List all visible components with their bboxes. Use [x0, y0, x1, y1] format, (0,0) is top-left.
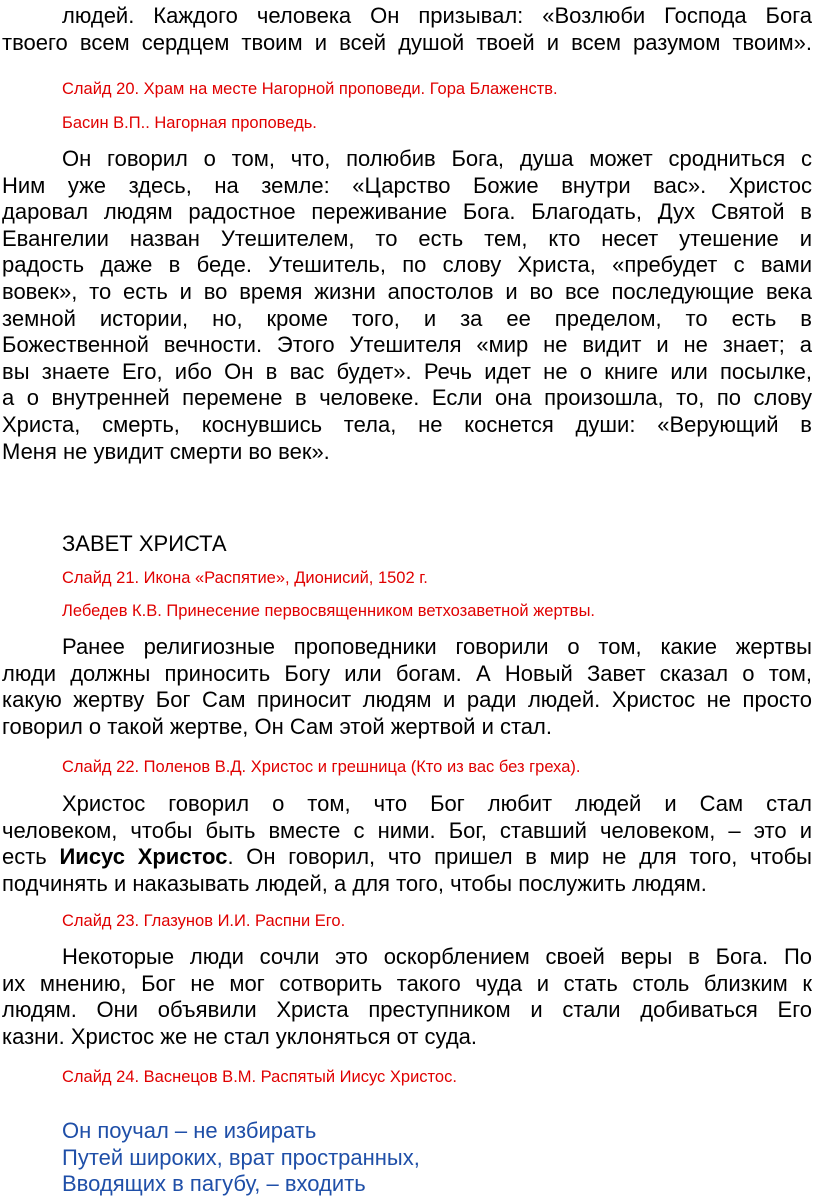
poem-line: Вводящих в пагубу, – входить: [62, 1171, 366, 1197]
text-line: а о внутренней перемене в человеке. Если она произошла, то, по слову: [2, 385, 812, 411]
text-line: [2, 844, 812, 871]
text-line: Он говорил о том, что, полюбив Бога, душа может сродниться с: [62, 146, 812, 171]
text-line: людям. Они объявили Христа преступником и стали добиваться Его: [2, 997, 812, 1023]
text-line: Ним уже здесь, на земле: «Царство Божие внутри вас». Христос: [2, 172, 812, 198]
text-line: казни. Христос же не стал уклоняться от суда.: [2, 1023, 478, 1049]
text-line: Евангелии назван Утешителем, то есть тем, кто несет утешение и: [2, 225, 812, 251]
text-line: их мнению, Бог не мог сотворить такого чуда и стать столь близким к: [2, 970, 812, 996]
text-line: говорил о такой жертве, Он Сам этой жертвой и стал.: [2, 713, 552, 739]
text-run: есть: [2, 844, 60, 870]
paragraph-sacrifice: [2, 634, 812, 740]
text-line: человеком, чтобы быть вместе с ними. Бог, ставший человеком, – это и: [2, 817, 812, 843]
poem-excerpt: [62, 1118, 420, 1198]
poem-line: Путей широких, врат пространных,: [62, 1144, 420, 1170]
paragraph-accusation: [2, 944, 812, 1050]
paragraph-continuation: [2, 3, 812, 56]
text-line: радость даже в беде. Утешитель, по слову Христа, «пребудет с вами: [2, 252, 812, 278]
text-line: люди должны приносить Богу или богам. А Новый Завет сказал о том,: [2, 660, 812, 686]
slide-caption-24: Слайд 24. Васнецов В.М. Распятый Иисус Христос.: [62, 1068, 457, 1086]
slide-caption-20: Слайд 20. Храм на месте Нагорной проповеди. Гора Блаженств.: [62, 80, 558, 98]
poem-line: Он поучал – не избирать: [62, 1118, 317, 1143]
paragraph-god-became-man: [2, 791, 812, 897]
text-line: Меня не увидит смерти во век».: [2, 438, 330, 464]
slide-caption-22: Слайд 22. Поленов В.Д. Христос и грешница (Кто из вас без греха).: [62, 758, 581, 776]
slide-caption-23: Слайд 23. Глазунов И.И. Распни Его.: [62, 912, 346, 930]
paragraph-comforter: [2, 146, 812, 465]
text-line: вы знаете Его, ибо Он в вас будет». Речь идет не о книге или посылке,: [2, 358, 812, 384]
text-line: земной истории, но, кроме того, и за ее пределом, то есть в: [2, 305, 812, 331]
text-run: . Он говорил, что пришел в мир не для того, чтобы: [227, 844, 812, 870]
text-line: вовек», то есть и во время жизни апостолов и во все последующие века: [2, 278, 812, 304]
text-line: Христа, смерть, коснувшись тела, не коснется души: «Верующий в: [2, 411, 812, 437]
bold-name: Иисус Христос: [59, 844, 228, 870]
text-line: даровал людям радостное переживание Бога. Благодать, Дух Святой в: [2, 199, 812, 225]
text-line: Ранее религиозные проповедники говорили о том, какие жертвы: [62, 634, 812, 659]
text-line: людей. Каждого человека Он призывал: «Возлюби Господа Бога: [62, 3, 812, 28]
text-line: Божественной вечности. Этого Утешителя «мир не видит и не знает; а: [2, 332, 812, 358]
text-line: подчинять и наказывать людей, а для того, чтобы послужить людям.: [2, 870, 707, 896]
text-line: какую жертву Бог Сам приносит людям и ради людей. Христос не просто: [2, 687, 812, 713]
text-line: Христос говорил о том, что Бог любит людей и Сам стал: [62, 791, 812, 816]
slide-reference-20: Басин В.П.. Нагорная проповедь.: [62, 114, 317, 132]
slide-caption-21: Слайд 21. Икона «Распятие», Дионисий, 1502 г.: [62, 569, 428, 587]
section-heading: ЗАВЕТ ХРИСТА: [62, 531, 227, 556]
text-line: твоего всем сердцем твоим и всей душой твоей и всем разумом твоим».: [2, 29, 812, 55]
slide-reference-21: Лебедев К.В. Принесение первосвященником ветхозаветной жертвы.: [62, 602, 596, 620]
text-line: Некоторые люди сочли это оскорблением своей веры в Бога. По: [62, 944, 812, 969]
